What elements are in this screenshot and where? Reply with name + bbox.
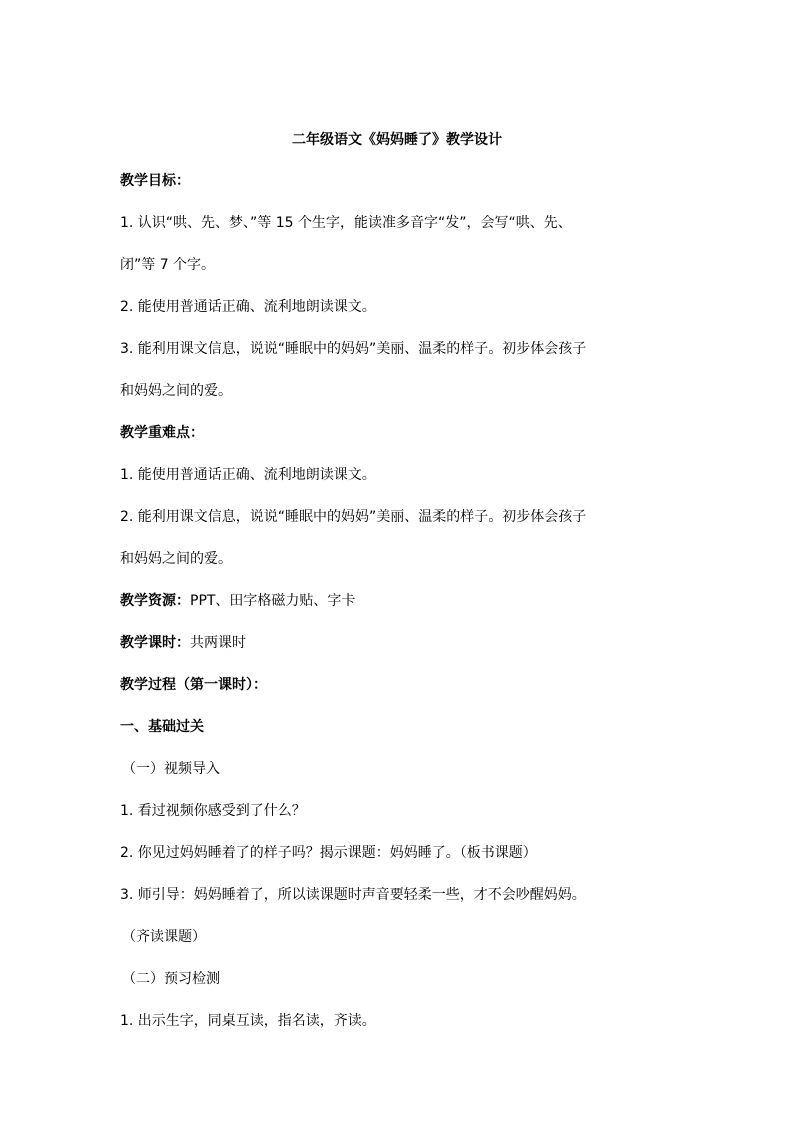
key-point-2-line-2: 和妈妈之间的爱。 [120, 551, 232, 567]
goal-3-line-2: 和妈妈之间的爱。 [120, 383, 232, 399]
periods-line [120, 631, 690, 655]
step-1: 1. 看过视频你感受到了什么？ [120, 803, 306, 819]
subsection-heading-1: （一）视频导入 [122, 761, 220, 777]
process-heading: 教学过程（第一课时）： [120, 677, 267, 693]
step-3-line-2: （齐读课题） [122, 929, 206, 945]
step-4: 1. 出示生字，同桌互读，指名读，齐读。 [120, 1013, 376, 1029]
key-points-heading: 教学重难点： [120, 425, 204, 441]
key-point-2-line-1: 2. 能利用课文信息，说说“睡眠中的妈妈”美丽、温柔的样子。初步体会孩子 [120, 509, 587, 525]
goal-1-line-1: 1. 认识“哄、先、梦、”等 15 个生字，能读准多音字“发”，会写“哄、先、 [120, 215, 572, 231]
key-point-1: 1. 能使用普通话正确、流利地朗读课文。 [120, 467, 376, 483]
section-heading-1: 一、基础过关 [120, 719, 204, 735]
resources-label: 教学资源： [120, 593, 190, 609]
subsection-heading-2: （二）预习检测 [122, 971, 220, 987]
resources-line [120, 589, 690, 613]
resources-value: PPT、田字格磁力贴、字卡 [190, 593, 356, 609]
step-3-line-1: 3. 师引导：妈妈睡着了，所以读课题时声音要轻柔一些，才不会吵醒妈妈。 [120, 887, 586, 903]
goal-3-line-1: 3. 能利用课文信息，说说“睡眠中的妈妈”美丽、温柔的样子。初步体会孩子 [120, 341, 587, 357]
goal-2: 2. 能使用普通话正确、流利地朗读课文。 [120, 299, 376, 315]
goals-heading: 教学目标： [120, 173, 190, 189]
goal-1-line-2: 闭”等 7 个字。 [120, 257, 216, 273]
step-2: 2. 你见过妈妈睡着了的样子吗？揭示课题：妈妈睡了。（板书课题） [120, 845, 537, 861]
periods-label: 教学课时： [120, 635, 190, 651]
periods-value: 共两课时 [190, 635, 246, 651]
document-title: 二年级语文《妈妈睡了》教学设计 [292, 132, 502, 148]
